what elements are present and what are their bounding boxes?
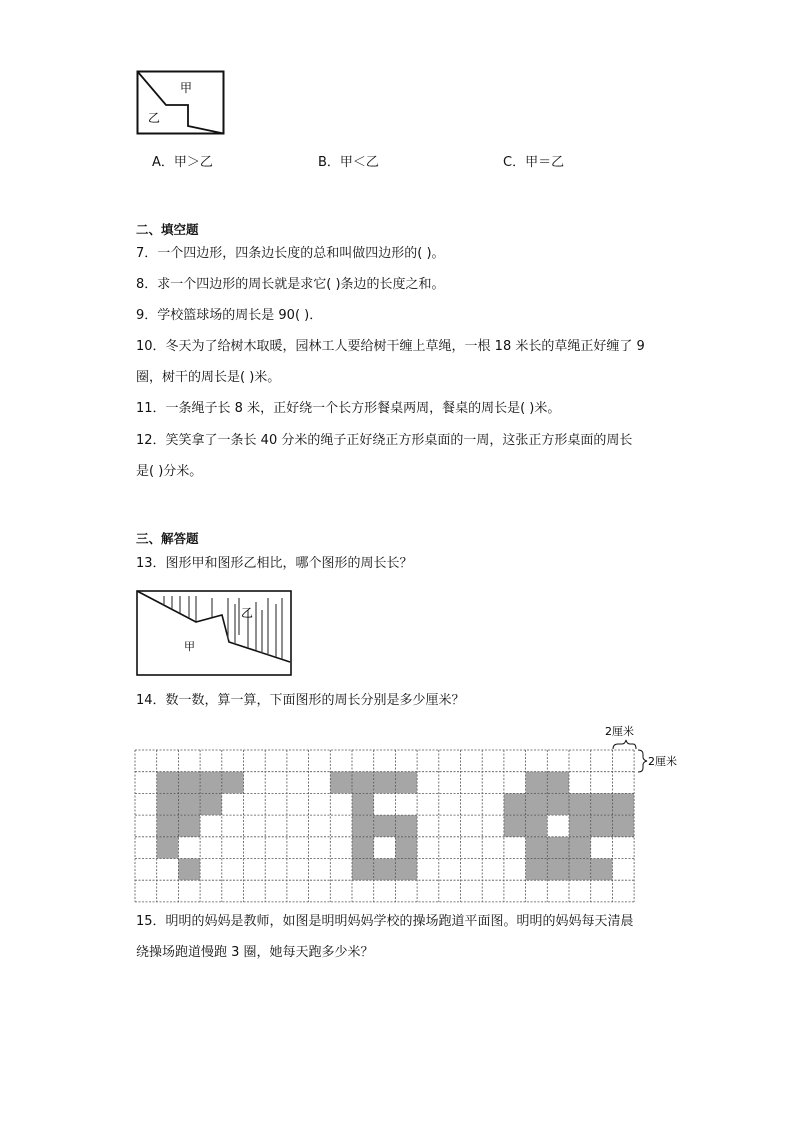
- question-15-line-1: 15．明明的妈妈是教师，如图是明明妈妈学校的操场跑道平面图。明明的妈妈每天清晨: [136, 914, 634, 929]
- shaded-cell: [526, 815, 548, 837]
- shaded-cell: [157, 837, 179, 859]
- figure-q13-divider: [137, 591, 290, 662]
- question-10-line-2: 圈，树干的周长是( )米。: [136, 370, 281, 385]
- shaded-cell: [374, 859, 396, 881]
- q6-option-a[interactable]: A．甲＞乙: [152, 155, 213, 170]
- shaded-cell: [591, 793, 613, 815]
- shaded-cell: [374, 815, 396, 837]
- figure-q6-label-yi: 乙: [148, 111, 161, 125]
- shaded-cell: [395, 837, 417, 859]
- shaded-cell: [352, 815, 374, 837]
- shaded-cell: [547, 793, 569, 815]
- shaded-cell: [330, 772, 352, 794]
- shaded-cell: [395, 815, 417, 837]
- shaded-cell: [157, 815, 179, 837]
- figure-q6-svg: [136, 70, 226, 136]
- shaded-cell: [178, 815, 200, 837]
- shaded-cell: [547, 772, 569, 794]
- shaded-cell: [612, 815, 634, 837]
- figure-q6-label-jia: 甲: [180, 81, 193, 95]
- q6-option-b[interactable]: B．甲＜乙: [318, 155, 379, 170]
- shaded-cell: [569, 815, 591, 837]
- shaded-cell: [395, 859, 417, 881]
- figure-q14: [120, 720, 690, 905]
- shaded-cell: [178, 772, 200, 794]
- shaded-cell: [569, 837, 591, 859]
- figure-q6: [136, 70, 226, 136]
- question-14: 14．数一数，算一算，下面图形的周长分别是多少厘米？: [136, 693, 465, 708]
- scale-label-vertical: 2厘米: [648, 755, 677, 768]
- shaded-cell: [178, 793, 200, 815]
- shaded-cell: [352, 837, 374, 859]
- shaded-cell: [352, 772, 374, 794]
- figure-q13-label-yi: 乙: [241, 606, 254, 620]
- shaded-cell: [157, 793, 179, 815]
- question-13: 13．图形甲和图形乙相比，哪个图形的周长长？: [136, 556, 413, 571]
- shaded-cell: [200, 793, 222, 815]
- shaded-cell: [591, 815, 613, 837]
- shaded-cell: [569, 859, 591, 881]
- shaded-cell: [612, 793, 634, 815]
- shaded-cell: [157, 772, 179, 794]
- shaded-cell: [526, 837, 548, 859]
- question-12-line-2: 是( )分米。: [136, 464, 203, 479]
- shaded-cell: [526, 859, 548, 881]
- shaded-cell: [547, 837, 569, 859]
- shaded-cell: [352, 859, 374, 881]
- shaded-cell: [526, 793, 548, 815]
- shaded-cell: [222, 772, 244, 794]
- section-3-title: 三、解答题: [136, 531, 199, 546]
- section-2-title: 二、填空题: [136, 222, 199, 237]
- figure-q14-svg: [120, 720, 690, 905]
- q6-option-c[interactable]: C．甲＝乙: [503, 155, 565, 170]
- shaded-cell: [395, 772, 417, 794]
- scale-brace-vertical: [638, 750, 647, 772]
- shaded-cell: [178, 859, 200, 881]
- question-15-line-2: 绕操场跑道慢跑 3 圈，她每天跑多少米？: [136, 945, 374, 960]
- shaded-cell: [352, 793, 374, 815]
- figure-q13-svg: [136, 590, 292, 676]
- question-11: 11．一条绳子长 8 米，正好绕一个长方形餐桌两周，餐桌的周长是( )米。: [136, 401, 561, 416]
- shaded-cell: [374, 772, 396, 794]
- figure-q13-label-jia: 甲: [184, 640, 195, 653]
- scale-label-horizontal: 2厘米: [605, 725, 634, 738]
- scale-brace-horizontal: [613, 740, 636, 749]
- question-9: 9．学校篮球场的周长是 90( )．: [136, 308, 323, 323]
- question-8: 8．求一个四边形的周长就是求它( )条边的长度之和。: [136, 277, 445, 292]
- shaded-cell: [591, 859, 613, 881]
- question-7: 7．一个四边形，四条边长度的总和叫做四边形的( )。: [136, 246, 445, 261]
- shaded-cell: [504, 793, 526, 815]
- figure-q13-hatch: [164, 596, 282, 659]
- shaded-cell: [547, 859, 569, 881]
- question-10-line-1: 10．冬天为了给树木取暖，园林工人要给树干缠上草绳，一根 18 米长的草绳正好缠了 9: [136, 339, 645, 354]
- shaded-cell: [504, 815, 526, 837]
- shaded-cell: [526, 772, 548, 794]
- shaded-cell: [200, 772, 222, 794]
- question-12-line-1: 12．笑笑拿了一条长 40 分米的绳子正好绕正方形桌面的一周，这张正方形桌面的周长: [136, 433, 633, 448]
- figure-q13: [136, 590, 292, 676]
- shaded-cell: [569, 793, 591, 815]
